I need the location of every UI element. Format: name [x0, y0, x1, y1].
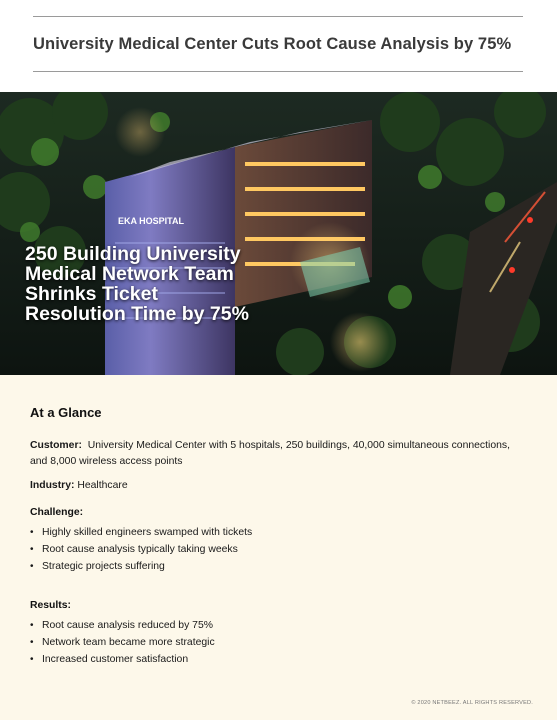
industry-label: Industry: [30, 480, 75, 491]
hero-image [0, 92, 557, 375]
challenge-list [30, 524, 252, 575]
list-item: • Increased customer satisfaction [30, 651, 215, 668]
results-list [30, 617, 215, 668]
industry-paragraph [30, 478, 530, 494]
list-item: • Root cause analysis typically taking weeks [30, 541, 252, 558]
list-item: • Highly skilled engineers swamped with tickets [30, 524, 252, 541]
customer-text: University Medical Center with 5 hospitals, 250 buildings, 40,000 simultaneous connections, and 8,000 wireless access points [30, 440, 510, 467]
bottom-divider [33, 71, 523, 72]
industry-text: Healthcare [77, 480, 128, 491]
page-header [0, 0, 557, 92]
customer-label: Customer: [30, 440, 82, 451]
list-item: • Network team became more strategic [30, 634, 215, 651]
copyright-footer: © 2020 NETBEEZ. ALL RIGHTS RESERVED. [411, 700, 533, 706]
list-item: • Strategic projects suffering [30, 558, 252, 575]
at-a-glance-panel [0, 375, 557, 720]
hospital-night-photo [0, 92, 557, 375]
hospital-sign: EKA HOSPITAL [118, 216, 185, 226]
top-divider [33, 16, 523, 17]
list-item: • Root cause analysis reduced by 75% [30, 617, 215, 634]
section-heading: At a Glance [30, 405, 102, 420]
results-label: Results: [30, 600, 71, 611]
page-title: University Medical Center Cuts Root Cause Analysis by 75% [33, 35, 512, 53]
customer-paragraph [30, 438, 530, 469]
challenge-label: Challenge: [30, 507, 84, 518]
hero-headline: 250 Building University Medical Network Team Shrinks Ticket Resolution Time by 75% [25, 243, 249, 326]
